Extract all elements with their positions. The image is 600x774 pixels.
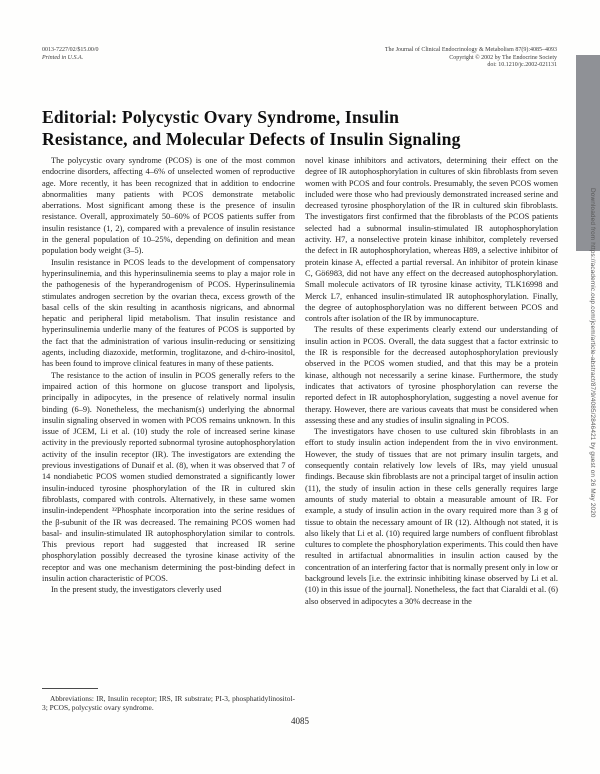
printed-in-line: Printed in U.S.A.: [42, 54, 84, 61]
scan-artifact-bar: [576, 55, 600, 251]
download-watermark: Downloaded from https://academic.oup.com/jcem/article-abstract/87/9/4085/2846421 by guest on 26 May 2020: [589, 188, 596, 518]
abbreviations-text: Abbreviations: IR, Insulin receptor; IRS, IR substrate; PI-3, phosphatidylinositol-3; PCOS, polycystic ovary syndrome.: [42, 694, 295, 713]
doi-line: doi: 10.1210/jc.2002-021131: [487, 62, 557, 69]
paragraph: In the present study, the investigators cleverly used: [51, 585, 222, 595]
article-title: [42, 107, 567, 151]
paragraph: The results of these experiments clearly extend our understanding of insulin action in PCOS. Overall, the data suggest that a factor extrinsic to the IR is responsible for the decreased autophosphorylation previously observed in the PCOS women studied, and that this may be a protein kinase, although not necessarily a serine kinase. Furthermore, the study indicates that activators of tyrosine phosphorylation can reverse the reported defect in IR autophosphorylation, suggesting a novel avenue for therapy. However, there are various caveats that must be considered when assessing these and any studies of insulin signaling in PCOS.: [305, 325, 558, 425]
paragraph: novel kinase inhibitors and activators, determining their effect on the degree of IR autophosphorylation in cultures of skin fibroblasts from seven women with PCOS and four controls. Presumably, the seven PCOS women included were those who had previously demonstrated increased serine and decreased tyrosine phosphorylation of the IR in cultured skin fibroblasts. The investigators first confirmed that the fibroblasts of the PCOS patients selected had a subnormal insulin-stimulated IR autophosphorylation activity. H7, a nonselective protein kinase inhibitor, completely reversed the defect in IR autophosphorylation, whereas H89, a selective inhibitor of protein kinase A, effected a partial reversal. An inhibitor of protein kinase C, Gö6983, did not have any effect on the decreased autophosphorylation. Small molecule activators of IR tyrosine kinase activity, TLK16998 and Merck L7, enhanced insulin-stimulated IR autophosphorylation. Finally, the degree of autophosphorylation was no different between PCOS and controls after isolation of the IR by immunocapture.: [305, 156, 558, 324]
journal-info-right: [385, 47, 557, 70]
article-title-line1: Editorial: Polycystic Ovary Syndrome, Insulin: [42, 106, 400, 127]
journal-citation-line: The Journal of Clinical Endocrinology & Metabolism 87(9):4085–4093: [384, 47, 557, 53]
abbreviations-footnote: [42, 694, 295, 713]
paragraph: Insulin resistance in PCOS leads to the development of compensatory hyperinsulinemia, and this hyperinsulinemia seems to play a major role in the pathogenesis of the hyperandrogenism of PCOS. Hyperinsulinemia stimulates androgen secretion by the ovarian theca, excess growth of the basal cells of the skin resulting in acanthosis nigricans, and abnormal hepatic and peripheral lipid metabolism. That insulin resistance and hyperinsulinemia underlie many of the features of PCOS is supported by the fact that the administration of various insulin-reducing or sensitizing agents, including diazoxide, metformin, troglitazone, and d-chiro-inositol, has been found to improve clinical features in many of these patients.: [42, 257, 295, 369]
body-right-column: [305, 155, 558, 709]
journal-header: [42, 47, 557, 70]
paragraph: The resistance to the action of insulin in PCOS generally refers to the impaired action of this hormone on glucose transport and lipolysis, principally in adipocytes, in the presence of relatively normal insulin binding (6–9). Nonetheless, the mechanism(s) underlying the abnormal insulin signaling observed in women with PCOS remains unknown. In this issue of JCEM, Li et al. (10) study the role of increased serine kinase activity in the previously reported subnormal tyrosine autophosphorylation activity of the insulin receptor (IR). The investigators are extending the previous investigations of Dunaif et al. (8), when it was observed that 7 of 14 nondiabetic PCOS women studied demonstrated a significantly lower insulin-induced tyrosine phosphorylation of the IR in cultured skin fibroblasts, compared with controls. Alternatively, in these same women insulin-independent ³²Phosphate incorporation into the serine residues of the β-subunit of the IR was decreased. The remaining PCOS women had basal- and insulin-stimulated IR autophosphorylation similar to controls. This previous report had suggested that increased IR serine phosphorylation possibly decreased the tyrosine kinase activity of the receptor and was one mechanism determining the post-binding defect in insulin action characteristic of PCOS.: [42, 370, 295, 583]
paragraph: The investigators have chosen to use cultured skin fibroblasts in an effort to study insulin action independent from the in vivo environment. However, the study of tissues that are not primary insulin targets, and consequently contain relatively low levels of IRs, may yield unusual findings. Because skin fibroblasts are not a principal target of insulin action (11), the study of insulin action in these cells generally requires large amounts of study material to obtain a measurable amount of IR. For example, a study of insulin action in the ovary required more than 3 g of tissue to obtain the necessary amount of IR (12). Although not stated, it is also likely that Li et al. (10) required large numbers of confluent fibroblast cultures to complete the phosphorylation experiments. This could then have resulted in artifactual abnormalities in insulin action caused by the concentration of an interfering factor that is normally present only in low or background levels [i.e. the extrinsic inhibiting kinase observed by Li et al. (10) in this issue of the journal]. Nonetheless, the fact that Ciaraldi et al. (6) also observed in adipocytes a 30% decrease in the: [305, 427, 558, 606]
page-number: 4085: [291, 716, 309, 726]
copyright-line: Copyright © 2002 by The Endocrine Society: [449, 54, 557, 61]
article-title-line2: Resistance, and Molecular Defects of Insulin Signaling: [42, 128, 461, 149]
issn-line: 0013-7227/02/$15.00/0: [42, 47, 99, 53]
paragraph: The polycystic ovary syndrome (PCOS) is one of the most common endocrine disorders, affecting 4–6% of unselected women of reproductive age. More recently, it has been recognized that in addition to endocrine abnormalities many patients with PCOS demonstrate metabolic aberrations. Most significant among these is the presence of insulin resistance. Overall, approximately 50–60% of PCOS patients suffer from insulin resistance (1, 2), compared with a prevalence of insulin resistance in the general population of 10–25%, depending on definition and mean population body weight (3–5).: [42, 156, 295, 256]
footnote-divider: [42, 688, 98, 689]
body-left-column: [42, 155, 295, 685]
journal-info-left: [42, 47, 99, 70]
